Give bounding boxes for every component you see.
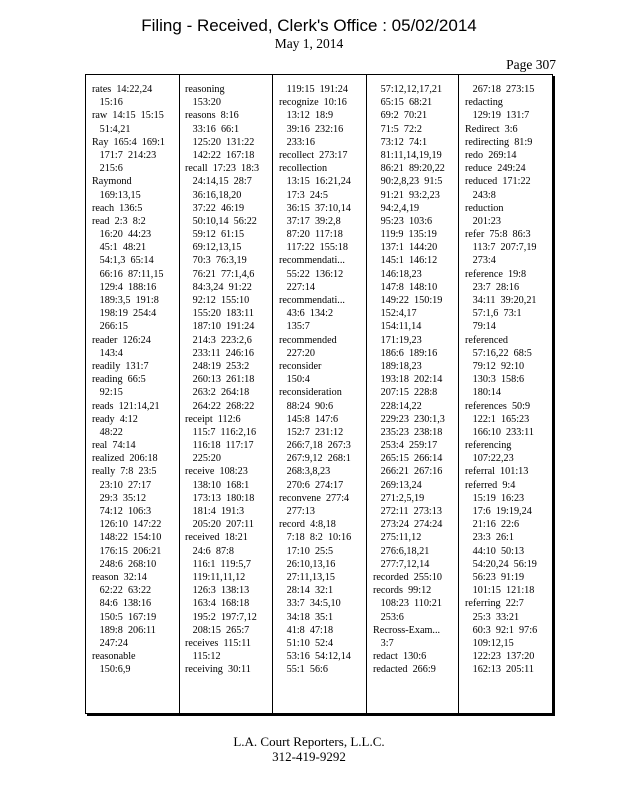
index-column-2 xyxy=(185,83,269,676)
index-entry: 34:18 35:1 xyxy=(279,611,334,623)
index-entry: 51:10 52:4 xyxy=(279,637,334,649)
index-entry: 263:2 264:18 xyxy=(185,387,250,399)
column-divider xyxy=(366,75,367,713)
index-entry: 277:13 xyxy=(279,506,315,517)
index-entry: 15:19 16:23 xyxy=(465,492,525,504)
index-entry: raw 14:15 15:15 xyxy=(92,110,164,122)
index-entry: 154:11,14 xyxy=(373,321,422,333)
index-entry: 17:6 19:19,24 xyxy=(465,506,532,517)
index-entry: 55:22 136:12 xyxy=(279,268,344,280)
index-entry: 163:4 168:18 xyxy=(185,598,250,610)
index-entry: 7:18 8:2 10:16 xyxy=(279,532,352,544)
index-entry: 269:13,24 xyxy=(373,479,422,491)
index-entry: 145:1 146:12 xyxy=(373,255,438,267)
index-entry: 143:4 xyxy=(92,347,123,359)
index-entry: 273:4 xyxy=(465,255,496,267)
index-entry: 153:20 xyxy=(185,97,221,109)
index-entry: 15:16 xyxy=(92,97,123,109)
index-entry: 113:7 207:7,19 xyxy=(465,242,537,254)
index-entry: 208:15 265:7 xyxy=(185,624,250,636)
index-entry: 142:22 167:18 xyxy=(185,149,255,161)
index-entry: 189:18,23 xyxy=(373,360,422,372)
index-entry: 266:21 267:16 xyxy=(373,466,443,478)
index-entry: 69:12,13,15 xyxy=(185,242,242,254)
index-entry: 13:12 18:9 xyxy=(279,110,334,122)
index-entry: recorded 255:10 xyxy=(373,571,443,583)
index-entry: 23:3 26:1 xyxy=(465,532,514,544)
index-entry: referencing xyxy=(465,440,512,452)
index-entry: 69:2 70:21 xyxy=(373,110,428,122)
index-entry: 62:22 63:22 xyxy=(92,585,152,597)
index-entry: 34:11 39:20,21 xyxy=(465,295,537,306)
index-entry: recall 17:23 18:3 xyxy=(185,163,260,175)
column-divider xyxy=(179,75,180,713)
index-entry: 115:7 116:2,16 xyxy=(185,426,257,438)
index-entry: reduced 171:22 xyxy=(465,176,531,188)
index-entry: 148:22 154:10 xyxy=(92,532,162,544)
index-entry: 276:6,18,21 xyxy=(373,545,430,557)
index-entry: 130:3 158:6 xyxy=(465,374,525,386)
index-entry: 266:7,18 267:3 xyxy=(279,440,351,452)
index-entry: 275:11,12 xyxy=(373,532,422,544)
index-entry: redo 269:14 xyxy=(465,149,517,161)
index-entry: 186:6 189:16 xyxy=(373,347,438,359)
index-entry: 225:20 xyxy=(185,453,221,465)
index-entry: recognize 10:16 xyxy=(279,97,347,109)
index-entry: reconsideration xyxy=(279,387,342,399)
index-entry: 201:23 xyxy=(465,215,501,227)
index-entry: 272:11 273:13 xyxy=(373,506,442,517)
index-entry: 155:20 183:11 xyxy=(185,308,254,320)
index-entry: 187:10 191:24 xyxy=(185,321,255,333)
index-entry: 166:10 233:11 xyxy=(465,426,534,438)
index-entry: reader 126:24 xyxy=(92,334,151,346)
index-entry: 17:10 25:5 xyxy=(279,545,334,557)
index-entry: 162:13 205:11 xyxy=(465,664,534,676)
index-entry: 44:10 50:13 xyxy=(465,545,525,557)
index-entry: 60:3 92:1 97:6 xyxy=(465,624,538,636)
index-entry: 171:19,23 xyxy=(373,334,422,346)
index-entry: redirecting 81:9 xyxy=(465,136,533,148)
index-entry: 50:10,14 56:22 xyxy=(185,215,257,227)
index-entry: 119:15 191:24 xyxy=(279,84,348,95)
index-entry: redact 130:6 xyxy=(373,651,427,663)
index-entry: 56:23 91:19 xyxy=(465,571,525,583)
index-entry: 115:12 xyxy=(185,651,221,663)
index-entry: 87:20 117:18 xyxy=(279,229,343,241)
index-entry: 65:15 68:21 xyxy=(373,97,433,109)
page-number: Page 307 xyxy=(506,57,556,72)
index-entry: recommendati... xyxy=(279,295,345,306)
court-reporter-phone: 312-419-9292 xyxy=(272,749,346,764)
index-entry: 215:6 xyxy=(92,163,123,175)
index-entry: 119:9 135:19 xyxy=(373,229,437,241)
index-entry: record 4:8,18 xyxy=(279,519,336,531)
index-entry: 90:2,8,23 91:5 xyxy=(373,176,443,188)
index-entry: 79:14 xyxy=(465,321,496,333)
court-reporter-name: L.A. Court Reporters, L.L.C. xyxy=(233,734,385,749)
index-entry: receives 115:11 xyxy=(185,637,252,649)
index-entry: 57:1,6 73:1 xyxy=(465,308,522,320)
index-entry: recollection xyxy=(279,163,328,175)
index-entry: 28:14 32:1 xyxy=(279,585,334,597)
index-entry: 84:6 138:16 xyxy=(92,598,152,610)
index-entry: 227:20 xyxy=(279,347,315,359)
index-entry: 267:9,12 268:1 xyxy=(279,453,351,465)
index-entry: 171:7 214:23 xyxy=(92,149,157,161)
index-entry: reads 121:14,21 xyxy=(92,400,160,412)
index-entry: 193:18 202:14 xyxy=(373,374,443,386)
index-entry: 129:19 131:7 xyxy=(465,110,530,122)
index-entry: 101:15 121:18 xyxy=(465,585,535,597)
index-entry: 235:23 238:18 xyxy=(373,426,443,438)
index-entry: 23:10 27:17 xyxy=(92,479,152,491)
index-entry: Redirect 3:6 xyxy=(465,123,518,135)
index-column-1 xyxy=(92,83,176,676)
index-entry: 116:1 119:5,7 xyxy=(185,558,252,570)
index-entry: 91:21 93:2,23 xyxy=(373,189,440,201)
index-entry: 145:8 147:6 xyxy=(279,413,339,425)
index-entry: real 74:14 xyxy=(92,440,136,452)
index-entry: 247:24 xyxy=(92,637,128,649)
index-entry: 122:23 137:20 xyxy=(465,651,535,663)
index-entry: 176:15 206:21 xyxy=(92,545,162,557)
index-entry: 107:22,23 xyxy=(465,453,514,465)
index-entry: 227:14 xyxy=(279,281,315,293)
index-entry: refer 75:8 86:3 xyxy=(465,229,531,241)
index-entry: 180:14 xyxy=(465,387,501,399)
index-entry: 214:3 223:2,6 xyxy=(185,334,252,346)
column-divider xyxy=(458,75,459,713)
index-entry: redacted 266:9 xyxy=(373,664,436,676)
index-entry: 137:1 144:20 xyxy=(373,242,438,254)
index-entry: referring 22:7 xyxy=(465,598,524,610)
index-entry: 66:16 87:11,15 xyxy=(92,268,164,280)
index-entry: 55:1 56:6 xyxy=(279,664,328,676)
index-entry: 233:11 246:16 xyxy=(185,347,254,359)
index-entry: 94:2,4,19 xyxy=(373,202,420,214)
index-entry: 150:6,9 xyxy=(92,664,131,676)
index-entry: recommendati... xyxy=(279,255,345,267)
index-entry: 229:23 230:1,3 xyxy=(373,413,445,425)
index-entry: reconsider xyxy=(279,360,322,372)
index-entry: reconvene 277:4 xyxy=(279,492,350,504)
index-entry: 207:15 228:8 xyxy=(373,387,438,399)
index-entry: 36:15 37:10,14 xyxy=(279,202,351,214)
index-column-4 xyxy=(373,83,457,676)
index-entry: 205:20 207:11 xyxy=(185,519,254,531)
index-entry: 13:15 16:21,24 xyxy=(279,176,351,188)
index-entry: 243:8 xyxy=(465,189,496,201)
index-entry: 253:4 259:17 xyxy=(373,440,438,452)
index-entry: reason 32:14 xyxy=(92,571,147,583)
index-entry: recommended xyxy=(279,334,337,346)
index-entry: redacting xyxy=(465,97,503,109)
index-entry: 268:3,8,23 xyxy=(279,466,331,478)
index-entry: 3:7 xyxy=(373,637,394,649)
index-entry: 74:12 106:3 xyxy=(92,506,152,517)
index-entry: 173:13 180:18 xyxy=(185,492,255,504)
index-column-5 xyxy=(465,83,549,676)
index-entry: referral 101:13 xyxy=(465,466,529,478)
index-entry: 248:19 253:2 xyxy=(185,360,250,372)
footer xyxy=(0,734,618,764)
index-entry: 152:4,17 xyxy=(373,308,417,320)
index-entry: 169:13,15 xyxy=(92,189,141,201)
index-entry: reasons 8:16 xyxy=(185,110,239,122)
index-entry: 27:11,13,15 xyxy=(279,571,335,583)
index-entry: 195:2 197:7,12 xyxy=(185,611,257,623)
index-entry: 273:24 274:24 xyxy=(373,519,443,531)
index-entry: reasoning xyxy=(185,84,225,95)
index-entry: 116:18 117:17 xyxy=(185,440,254,452)
index-entry: 81:11,14,19,19 xyxy=(373,149,442,161)
index-entry: 264:22 268:22 xyxy=(185,400,255,412)
index-entry: 248:6 268:10 xyxy=(92,558,157,570)
index-entry: reduce 249:24 xyxy=(465,163,526,175)
index-entry: 71:5 72:2 xyxy=(373,123,422,135)
index-entry: 138:10 168:1 xyxy=(185,479,250,491)
index-entry: received 18:21 xyxy=(185,532,248,544)
index-entry: 53:16 54:12,14 xyxy=(279,651,351,663)
index-entry: 59:12 61:15 xyxy=(185,229,245,241)
index-entry: 43:6 134:2 xyxy=(279,308,334,320)
index-entry: Recross-Exam... xyxy=(373,624,441,636)
index-entry: 73:12 74:1 xyxy=(373,136,428,148)
index-entry: referred 9:4 xyxy=(465,479,516,491)
index-entry: 33:16 66:1 xyxy=(185,123,240,135)
index-entry: 271:2,5,19 xyxy=(373,492,425,504)
index-entry: 260:13 261:18 xyxy=(185,374,255,386)
index-entry: 117:22 155:18 xyxy=(279,242,348,254)
index-entry: receipt 112:6 xyxy=(185,413,241,425)
index-entry: reduction xyxy=(465,202,504,214)
index-entry: 84:3,24 91:22 xyxy=(185,281,252,293)
index-entry: 181:4 191:3 xyxy=(185,506,245,517)
index-entry: readily 131:7 xyxy=(92,360,149,372)
index-entry: 48:22 xyxy=(92,426,123,438)
index-entry: 119:11,11,12 xyxy=(185,571,246,583)
index-entry: 23:7 28:16 xyxy=(465,281,520,293)
index-entry: 54:1,3 65:14 xyxy=(92,255,154,267)
index-entry: 125:20 131:22 xyxy=(185,136,255,148)
index-entry: 88:24 90:6 xyxy=(279,400,334,412)
index-entry: really 7:8 23:5 xyxy=(92,466,157,478)
index-entry: 92:15 xyxy=(92,387,123,399)
index-entry: reasonable xyxy=(92,651,136,663)
index-entry: 24:14,15 28:7 xyxy=(185,176,252,188)
index-entry: references 50:9 xyxy=(465,400,531,412)
index-entry: 150:4 xyxy=(279,374,310,386)
column-divider xyxy=(272,75,273,713)
index-entry: Raymond xyxy=(92,176,132,188)
index-entry: read 2:3 8:2 xyxy=(92,215,146,227)
index-entry: 33:7 34:5,10 xyxy=(279,598,341,610)
index-entry: 233:16 xyxy=(279,136,315,148)
index-entry: 152:7 231:12 xyxy=(279,426,344,438)
index-entry: reach 136:5 xyxy=(92,202,143,214)
index-entry: receive 108:23 xyxy=(185,466,248,478)
index-entry: 92:12 155:10 xyxy=(185,295,250,306)
index-entry: realized 206:18 xyxy=(92,453,158,465)
index-entry: 265:15 266:14 xyxy=(373,453,443,465)
index-entry: 277:7,12,14 xyxy=(373,558,430,570)
index-entry: recollect 273:17 xyxy=(279,149,348,161)
index-entry: 57:16,22 68:5 xyxy=(465,347,532,359)
index-entry: 253:6 xyxy=(373,611,404,623)
index-entry: 45:1 48:21 xyxy=(92,242,147,254)
index-entry: referenced xyxy=(465,334,508,346)
index-entry: 150:5 167:19 xyxy=(92,611,157,623)
index-entry: 16:20 44:23 xyxy=(92,229,152,241)
document-date: May 1, 2014 xyxy=(274,36,344,51)
index-entry: 189:3,5 191:8 xyxy=(92,295,159,306)
index-entry: 17:3 24:5 xyxy=(279,189,328,201)
index-entry: 24:6 87:8 xyxy=(185,545,234,557)
index-entry: 70:3 76:3,19 xyxy=(185,255,247,267)
index-entry: 108:23 110:21 xyxy=(373,598,442,610)
index-entry: 29:3 35:12 xyxy=(92,492,147,504)
index-entry: 36:16,18,20 xyxy=(185,189,242,201)
index-entry: 51:4,21 xyxy=(92,123,131,135)
index-entry: reading 66:5 xyxy=(92,374,146,386)
index-entry: 228:14,22 xyxy=(373,400,422,412)
index-entry: 126:3 138:13 xyxy=(185,585,250,597)
index-entry: 37:22 46:19 xyxy=(185,202,245,214)
index-entry: 25:3 33:21 xyxy=(465,611,520,623)
index-entry: 135:7 xyxy=(279,321,310,333)
index-entry: 41:8 47:18 xyxy=(279,624,334,636)
index-entry: 189:8 206:11 xyxy=(92,624,156,636)
index-entry: 26:10,13,16 xyxy=(279,558,336,570)
filing-stamp: Filing - Received, Clerk's Office : 05/02/2014 xyxy=(141,16,477,35)
index-entry: 126:10 147:22 xyxy=(92,519,162,531)
index-entry: 95:23 103:6 xyxy=(373,215,433,227)
index-entry: Ray 165:4 169:1 xyxy=(92,136,166,148)
index-entry: 122:1 165:23 xyxy=(465,413,530,425)
index-entry: reference 19:8 xyxy=(465,268,527,280)
index-entry: rates 14:22,24 xyxy=(92,84,153,95)
index-entry: records 99:12 xyxy=(373,585,432,597)
index-entry: receiving 30:11 xyxy=(185,664,251,676)
index-column-3 xyxy=(279,83,363,676)
index-entry: 146:18,23 xyxy=(373,268,422,280)
index-entry: 147:8 148:10 xyxy=(373,281,438,293)
index-entry: 57:12,12,17,21 xyxy=(373,84,443,95)
index-entry: 270:6 274:17 xyxy=(279,479,344,491)
index-entry: 54:20,24 56:19 xyxy=(465,558,537,570)
index-entry: 129:4 188:16 xyxy=(92,281,157,293)
index-table xyxy=(85,74,553,714)
index-entry: ready 4:12 xyxy=(92,413,138,425)
index-entry: 266:15 xyxy=(92,321,128,333)
index-entry: 21:16 22:6 xyxy=(465,519,520,531)
index-entry: 198:19 254:4 xyxy=(92,308,157,320)
index-entry: 109:12,15 xyxy=(465,637,514,649)
index-entry: 86:21 89:20,22 xyxy=(373,163,445,175)
index-entry: 79:12 92:10 xyxy=(465,360,525,372)
index-entry: 37:17 39:2,8 xyxy=(279,215,341,227)
index-entry: 149:22 150:19 xyxy=(373,295,443,306)
index-entry: 76:21 77:1,4,6 xyxy=(185,268,255,280)
index-entry: 267:18 273:15 xyxy=(465,84,535,95)
index-entry: 39:16 232:16 xyxy=(279,123,344,135)
